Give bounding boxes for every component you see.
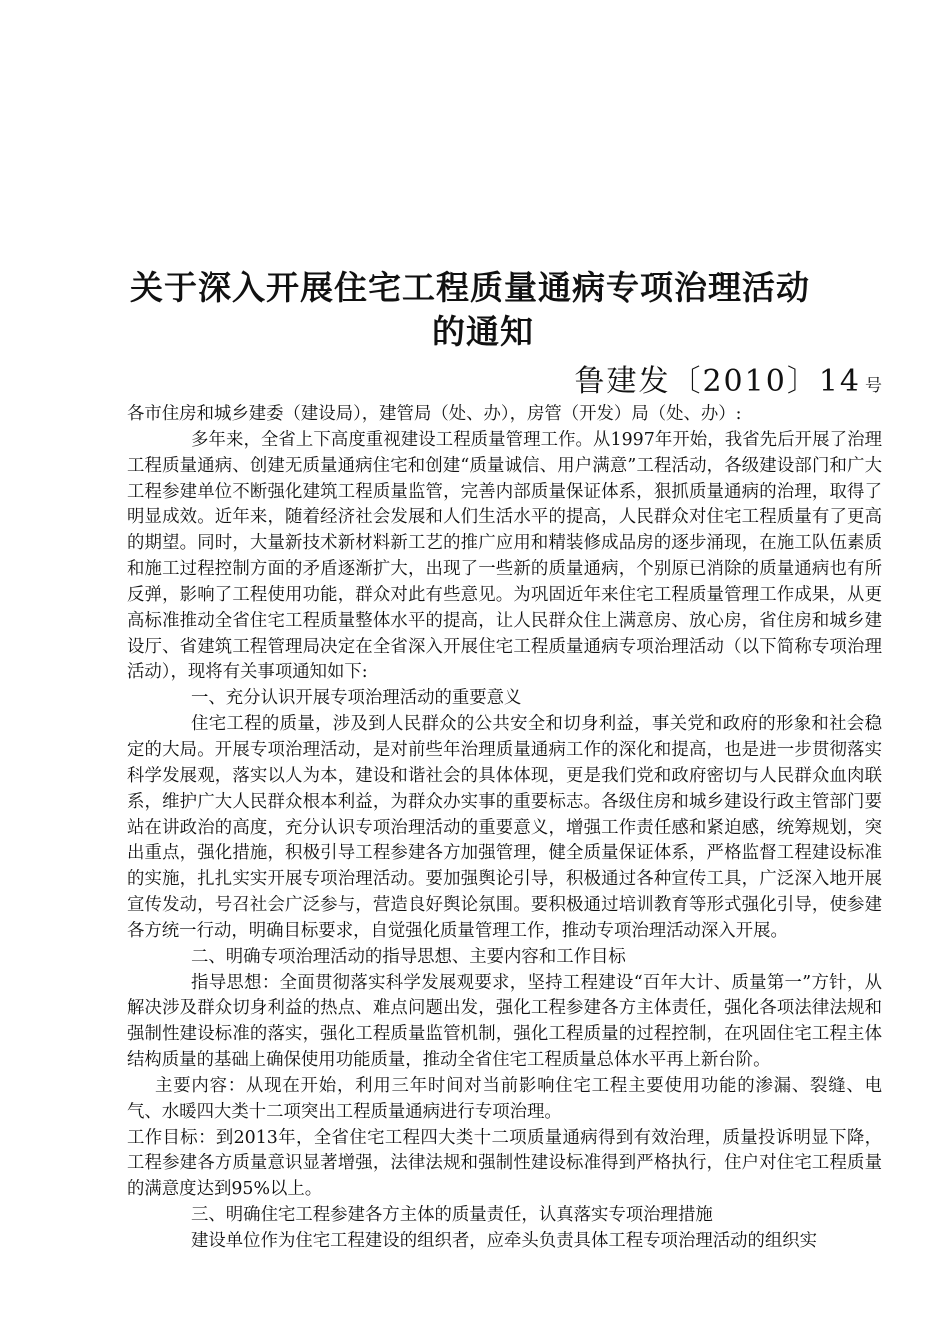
guiding-ideology-paragraph: 指导思想：全面贯彻落实科学发展观要求，坚持工程建设“百年大计、质量第一”方针，从解决涉及群众切身利益的热点、难点问题出发，强化工程参建各方主体责任，强化各项法律法规和强制性建设标准的落实，强化工程质量监管机制，强化工程质量的过程控制，在巩固住宅工程主体结构质量的基础上确保使用功能质量，推动全省住宅工程质量总体水平再上新台阶。 [127, 972, 882, 1071]
document-title-line1: 关于深入开展住宅工程质量通病专项治理活动 [130, 268, 810, 307]
document-title-line2: 的通知 [432, 312, 534, 351]
section-heading-3: 三、明确住宅工程参建各方主体的质量责任，认真落实专项治理措施 [191, 1205, 713, 1226]
work-target-paragraph: 工作目标：到2013年，全省住宅工程四大类十二项质量通病得到有效治理，质量投诉明显下降，工程参建各方质量意识显著增强，法律法规和强制性建设标准得到严格执行，住户对住宅工程质量的满意度达到95%以上。 [127, 1127, 882, 1200]
document-number [574, 362, 882, 406]
section-heading-1: 一、充分认识开展专项治理活动的重要意义 [191, 688, 522, 709]
section-1-paragraph: 住宅工程的质量，涉及到人民群众的公共安全和切身利益，事关党和政府的形象和社会稳定的大局。开展专项治理活动，是对前些年治理质量通病工作的深化和提高，也是进一步贯彻落实科学发展观，落实以人为本，建设和谐社会的具体体现，更是我们党和政府密切与人民群众血肉联系，维护广大人民群众根本利益，为群众办实事的重要标志。各级住房和城乡建设行政主管部门要站在讲政治的高度，充分认识专项治理活动的重要意义，增强工作责任感和紧迫感，统筹规划，突出重点，强化措施，积极引导工程参建各方加强管理，健全质量保证体系，严格监督工程建设标准的实施，扎扎实实开展专项治理活动。要加强舆论引导，积极通过各种宣传工具，广泛深入地开展宣传发动，号召社会广泛参与，营造良好舆论氛围。要积极通过培训教育等形式强化引导，使参建各方统一行动，明确目标要求，自觉强化质量管理工作，推动专项治理活动深入开展。 [127, 714, 882, 941]
section-3-paragraph: 建设单位作为住宅工程建设的组织者，应牵头负责具体工程专项治理活动的组织实 [191, 1231, 818, 1251]
document-body [127, 402, 882, 1255]
section-heading-2: 二、明确专项治理活动的指导思想、主要内容和工作目标 [191, 946, 626, 967]
main-content-paragraph: 主要内容：从现在开始，利用三年时间对当前影响住宅工程主要使用功能的渗漏、裂缝、电气、水暖四大类十二项突出工程质量通病进行专项治理。 [127, 1075, 882, 1122]
document-number-main: 鲁建发〔2010〕14 [574, 364, 861, 399]
addressee: 各市住房和城乡建委（建设局），建管局（处、办），房管（开发）局（处、办）: [127, 404, 742, 424]
document-number-suffix: 号 [865, 376, 882, 396]
intro-paragraph: 多年来，全省上下高度重视建设工程质量管理工作。从1997年开始，我省先后开展了治理工程质量通病、创建无质量通病住宅和创建“质量诚信、用户满意”工程活动，各级建设部门和广大工程参建单位不断强化建筑工程质量监管，完善内部质量保证体系，狠抓质量通病的治理，取得了明显成效。近年来，随着经济社会发展和人们生活水平的提高，人民群众对住宅工程质量有了更高的期望。同时，大量新技术新材料新工艺的推广应用和精装修成品房的逐步涌现，在施工队伍素质和施工过程控制方面的矛盾逐渐扩大，出现了一些新的质量通病，个别原已消除的质量通病也有所反弹，影响了工程使用功能，群众对此有些意见。为巩固近年来住宅工程质量管理工作成果，从更高标准推动全省住宅工程质量整体水平的提高，让人民群众住上满意房、放心房，省住房和城乡建设厅、省建筑工程管理局决定在全省深入开展住宅工程质量通病专项治理活动（以下简称专项治理活动），现将有关事项通知如下: [127, 429, 882, 683]
